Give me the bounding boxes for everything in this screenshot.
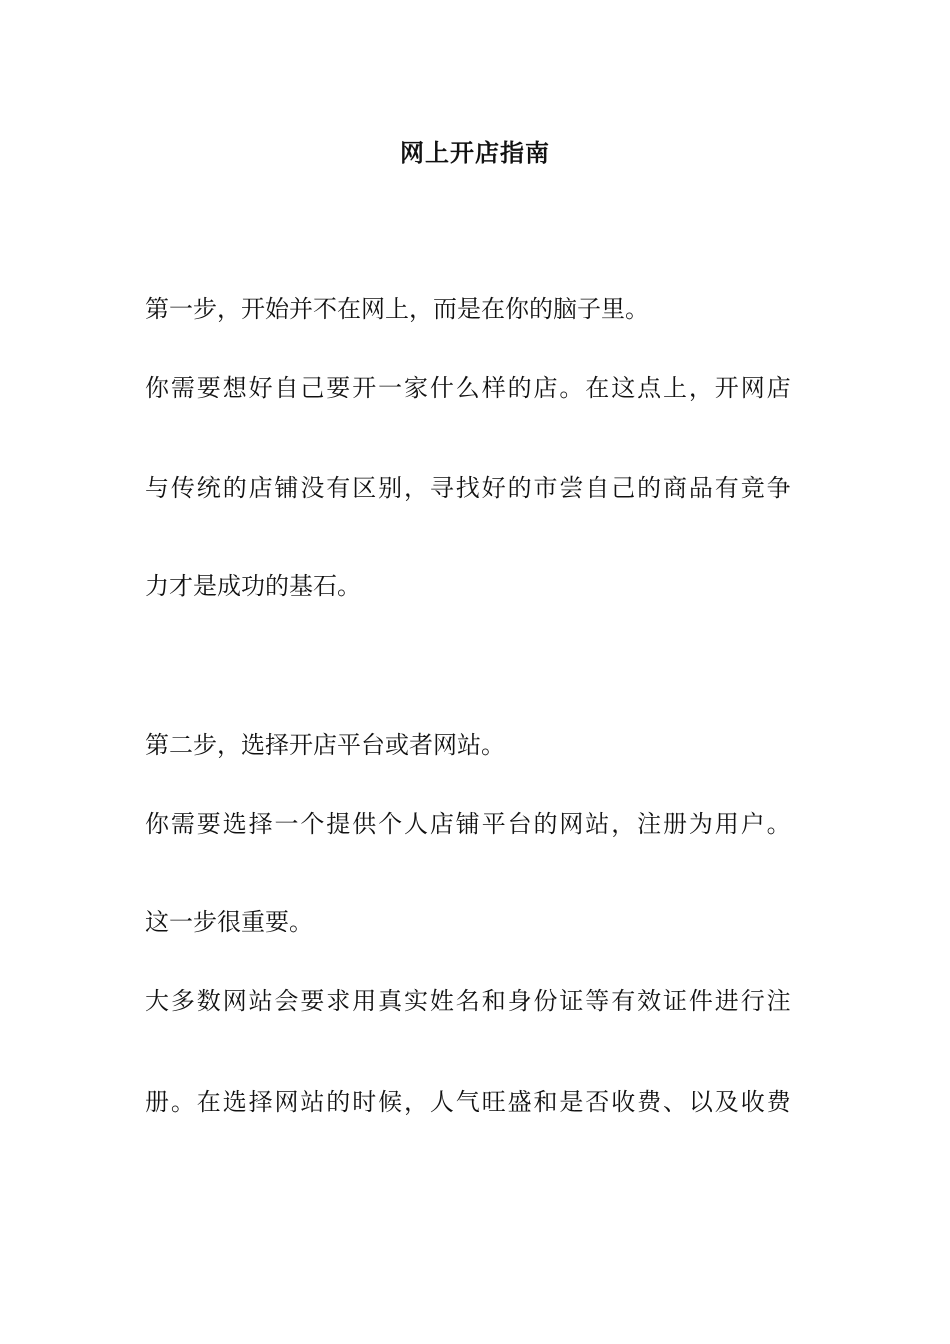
- paragraph-line: 力才是成功的基石。: [145, 572, 361, 600]
- document-title: 网上开店指南: [400, 139, 550, 167]
- paragraph-line: 与传统的店铺没有区别，寻找好的市尝自己的商品有竞争: [145, 474, 793, 502]
- paragraph-line: 你需要选择一个提供个人店铺平台的网站，注册为用户。: [145, 810, 793, 838]
- paragraph-line: 大多数网站会要求用真实姓名和身份证等有效证件进行注: [145, 987, 793, 1015]
- paragraph-line: 你需要想好自己要开一家什么样的店。在这点上，开网店: [145, 374, 793, 402]
- paragraph-line: 第一步，开始并不在网上，而是在你的脑子里。: [145, 295, 649, 323]
- paragraph-line: 第二步，选择开店平台或者网站。: [145, 731, 505, 759]
- paragraph-line: 册。在选择网站的时候，人气旺盛和是否收费、以及收费: [145, 1088, 793, 1116]
- paragraph-line: 这一步很重要。: [145, 908, 313, 936]
